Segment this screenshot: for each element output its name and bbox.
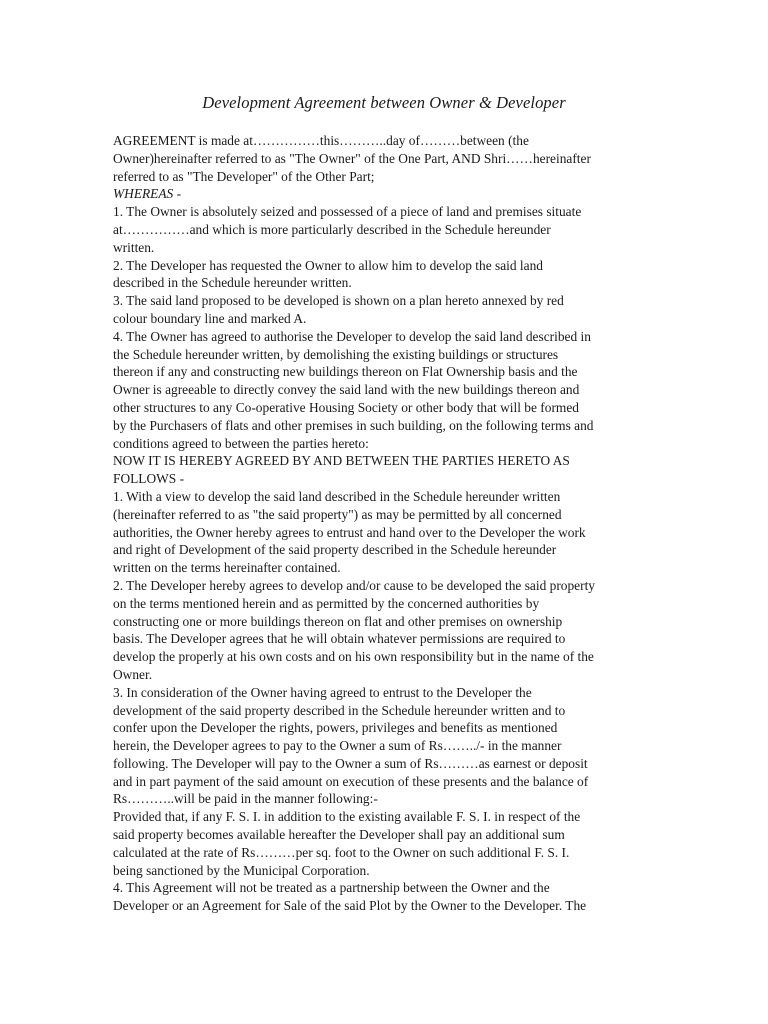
document-line: written on the terms hereinafter contained. [113,560,341,576]
document-line: and in part payment of the said amount on execution of these presents and the balance of [113,773,589,789]
document-line: development of the said property described in the Schedule hereunder written and to [113,702,566,718]
document-line: Provided that, if any F. S. I. in addition to the existing available F. S. I. in respect of the [113,809,581,825]
document-line: described in the Schedule hereunder written. [113,275,352,291]
document-line: colour boundary line and marked A. [113,310,307,326]
document-line: conditions agreed to between the parties hereto: [113,435,369,451]
document-line: 3. The said land proposed to be developed is shown on a plan hereto annexed by red [113,293,564,309]
document-line: AGREEMENT is made at……………this………..day of………between (the [113,133,529,148]
document-line: FOLLOWS - [113,471,185,487]
document-line: 4. The Owner has agreed to authorise the Developer to develop the said land described in [113,328,591,344]
document-line: authorities, the Owner hereby agrees to entrust and hand over to the Developer the work [113,524,586,540]
document-line: calculated at the rate of Rs………per sq. foot to the Owner on such additional F. S. I. [113,844,570,860]
document-line: on the terms mentioned herein and as permitted by the concerned authorities by [113,595,540,611]
document-line: Rs………..will be paid in the manner following:- [113,791,378,807]
document-line: being sanctioned by the Municipal Corporation. [113,862,370,878]
document-line: 3. In consideration of the Owner having agreed to entrust to the Developer the [113,684,532,700]
document-line: Owner)hereinafter referred to as "The Owner" of the One Part, AND Shri……hereinafter [113,150,591,166]
document-line: Owner. [113,666,153,682]
document-line: (hereinafter referred to as "the said property") as may be permitted by all concerned [113,506,562,522]
document-line: following. The Developer will pay to the Owner a sum of Rs………as earnest or deposit [113,755,588,771]
document-line: constructing one or more buildings thereon on flat and other premises on ownership [113,613,563,629]
document-line: 1. With a view to develop the said land described in the Schedule hereunder written [113,488,561,504]
document-line: said property becomes available hereafter the Developer shall pay an additional sum [113,827,565,843]
document-line: basis. The Developer agrees that he will obtain whatever permissions are required to [113,631,566,647]
document-title: Development Agreement between Owner & Developer [202,93,566,112]
document-line: thereon if any and constructing new buildings thereon on Flat Ownership basis and the [113,364,578,380]
document-line: the Schedule hereunder written, by demolishing the existing buildings or structures [113,346,559,362]
document-body [113,132,658,915]
document-line: and right of Development of the said property described in the Schedule hereunder [113,542,557,558]
document-line: 2. The Developer hereby agrees to develop and/or cause to be developed the said property [113,577,596,593]
document-line: other structures to any Co-operative Housing Society or other body that will be formed [113,399,579,415]
document-line: at……………and which is more particularly described in the Schedule hereunder [113,221,551,237]
document-line: 1. The Owner is absolutely seized and possessed of a piece of land and premises situate [113,204,582,220]
document-line: Owner is agreeable to directly convey the said land with the new buildings thereon and [113,382,580,398]
document-line: referred to as "The Developer" of the Other Part; [113,168,375,184]
document-line: develop the properly at his own costs and on his own responsibility but in the name of the [113,649,594,665]
document-line: written. [113,239,155,255]
document-line: confer upon the Developer the rights, powers, privileges and benefits as mentioned [113,720,558,736]
document-line: herein, the Developer agrees to pay to the Owner a sum of Rs……../- in the manner [113,738,562,754]
document-line: 4. This Agreement will not be treated as a partnership between the Owner and the [113,880,550,896]
document-line: by the Purchasers of flats and other premises in such building, on the following terms and [113,417,594,433]
document-line: 2. The Developer has requested the Owner to allow him to develop the said land [113,257,543,273]
document-line: Developer or an Agreement for Sale of the said Plot by the Owner to the Developer. The [113,898,587,914]
document-line: WHEREAS - [113,186,182,202]
document-line: NOW IT IS HEREBY AGREED BY AND BETWEEN THE PARTIES HERETO AS [113,453,570,469]
